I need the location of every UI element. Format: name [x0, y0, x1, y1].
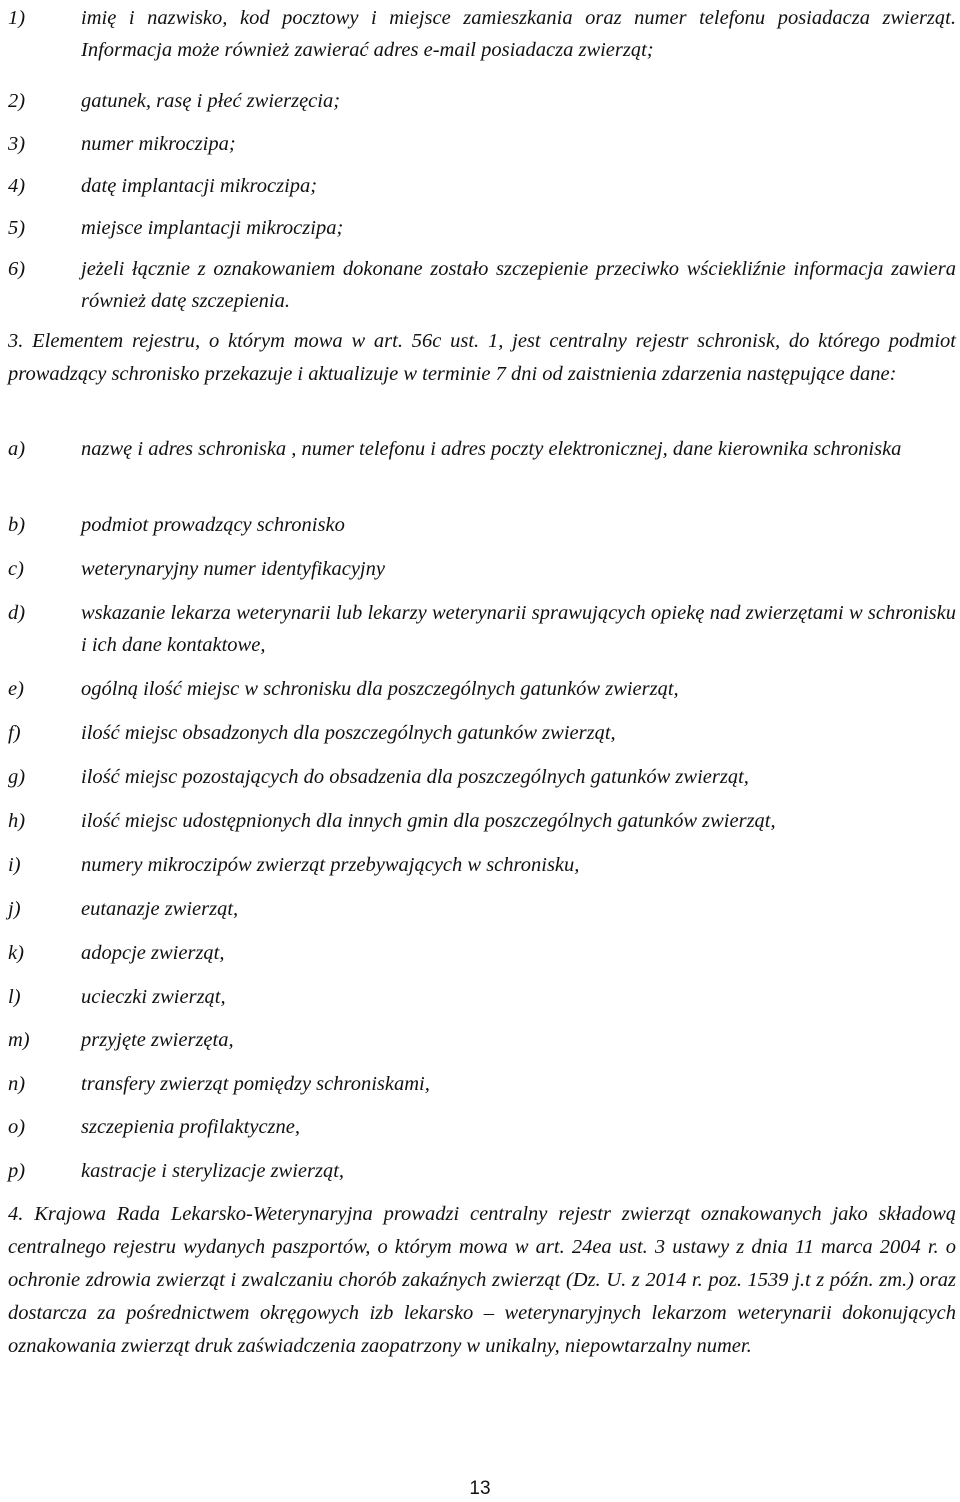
list-text: wskazanie lekarza weterynarii lub lekarzy weterynarii sprawujących opiekę nad zwierzętami w schronisku i ich dane kontaktowe,: [81, 602, 956, 656]
list-item: [8, 937, 956, 969]
list-item: [8, 673, 956, 705]
list-item: [8, 1155, 956, 1187]
list-marker: j): [8, 898, 21, 920]
list-item: [8, 128, 956, 160]
list-item: [8, 1111, 956, 1143]
list-text: ilość miejsc obsadzonych dla poszczególnych gatunków zwierząt,: [81, 722, 616, 744]
page-number: 13: [469, 1478, 491, 1499]
list-text: jeżeli łącznie z oznakowaniem dokonane zostało szczepienie przeciwko wściekliźnie informacja zawiera również datę szczepienia.: [81, 258, 956, 312]
list-text: datę implantacji mikroczipa;: [81, 175, 318, 197]
list-marker: k): [8, 942, 24, 964]
list-marker: p): [8, 1160, 26, 1182]
list-marker: n): [8, 1073, 26, 1095]
list-item: [8, 85, 956, 117]
list-text: szczepienia profilaktyczne,: [81, 1116, 300, 1138]
list-text: numer mikroczipa;: [81, 133, 236, 155]
list-item: [8, 1024, 956, 1056]
list-marker: c): [8, 558, 24, 580]
list-item: [8, 717, 956, 749]
list-marker: g): [8, 766, 26, 788]
list-marker: 2): [8, 90, 26, 112]
list-text: weterynaryjny numer identyfikacyjny: [81, 558, 385, 580]
list-item: [8, 981, 956, 1013]
list-item: [8, 597, 956, 661]
list-text: ilość miejsc pozostających do obsadzenia dla poszczególnych gatunków zwierząt,: [81, 766, 749, 788]
list-text: gatunek, rasę i płeć zwierzęcia;: [81, 90, 341, 112]
list-item: [8, 553, 956, 585]
list-item: [8, 433, 956, 465]
list-item: [8, 849, 956, 881]
list-text: przyjęte zwierzęta,: [81, 1029, 234, 1051]
list-text: adopcje zwierząt,: [81, 942, 225, 964]
list-marker: m): [8, 1029, 30, 1051]
list-item: [8, 893, 956, 925]
list-item: [8, 170, 956, 202]
list-text: nazwę i adres schroniska , numer telefonu i adres poczty elektronicznej, dane kierownika schroniska: [81, 438, 902, 460]
list-marker: 5): [8, 217, 26, 239]
list-item: [8, 2, 956, 66]
paragraph-4: 4. Krajowa Rada Lekarsko-Weterynaryjna prowadzi centralny rejestr zwierząt oznakowanych jako składową centralnego rejestru wydanych paszportów, o którym mowa w art. 24ea ust. 3 ustawy z dnia 11 marca 2004 r. o ochronie zdrowia zwierząt i zwalczaniu chorób zakaźnych zwierząt (Dz. U. z 2014 r. poz. 1539 j.t z późn. zm.) oraz dostarcza za pośrednictwem okręgowych izb lekarsko – weterynaryjnych lekarzom weterynarii dokonujących oznakowania zwierząt druk zaświadczenia zaopatrzony w unikalny, niepowtarzalny numer.: [8, 1203, 956, 1357]
list-item: [8, 509, 956, 541]
list-text: podmiot prowadzący schronisko: [81, 514, 345, 536]
list-marker: 4): [8, 175, 26, 197]
list-marker: i): [8, 854, 21, 876]
list-item: [8, 805, 956, 837]
list-marker: e): [8, 678, 24, 700]
list-marker: 6): [8, 258, 26, 280]
list-text: eutanazje zwierząt,: [81, 898, 239, 920]
list-item: [8, 1068, 956, 1100]
list-marker: h): [8, 810, 26, 832]
list-text: miejsce implantacji mikroczipa;: [81, 217, 344, 239]
list-marker: 1): [8, 7, 26, 29]
list-item: [8, 253, 956, 317]
list-text: kastracje i sterylizacje zwierząt,: [81, 1160, 345, 1182]
list-item: [8, 761, 956, 793]
list-marker: 3): [8, 133, 26, 155]
list-marker: o): [8, 1116, 26, 1138]
list-marker: b): [8, 514, 26, 536]
list-marker: l): [8, 986, 21, 1008]
list-text: numery mikroczipów zwierząt przebywających w schronisku,: [81, 854, 580, 876]
list-item: [8, 212, 956, 244]
list-marker: f): [8, 722, 21, 744]
list-text: ogólną ilość miejsc w schronisku dla poszczególnych gatunków zwierząt,: [81, 678, 679, 700]
list-text: ucieczki zwierząt,: [81, 986, 226, 1008]
list-marker: d): [8, 602, 26, 624]
list-text: transfery zwierząt pomiędzy schroniskami,: [81, 1073, 430, 1095]
list-marker: a): [8, 438, 26, 460]
paragraph-3: 3. Elementem rejestru, o którym mowa w art. 56c ust. 1, jest centralny rejestr schronisk, do którego podmiot prowadzący schronisko przekazuje i aktualizuje w terminie 7 dni od zaistnienia zdarzenia następujące dane:: [8, 330, 956, 385]
list-text: ilość miejsc udostępnionych dla innych gmin dla poszczególnych gatunków zwierząt,: [81, 810, 776, 832]
list-text: imię i nazwisko, kod pocztowy i miejsce zamieszkania oraz numer telefonu posiadacza zwierząt. Informacja może również zawierać adres e-mail posiadacza zwierząt;: [81, 7, 956, 61]
